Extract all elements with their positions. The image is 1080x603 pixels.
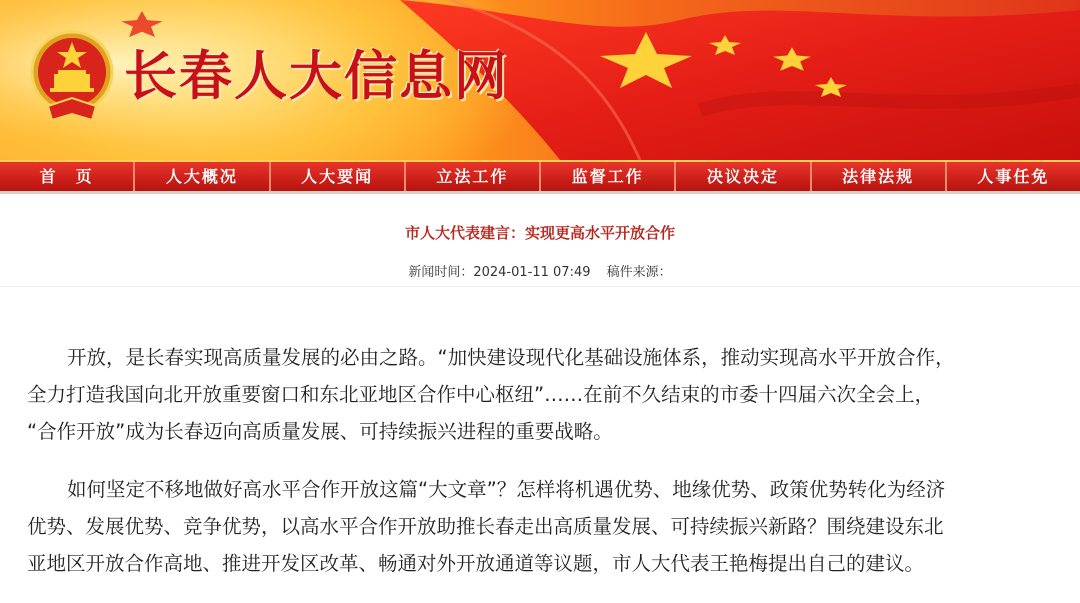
nav-item-resolutions[interactable]: 决议决定 [676,162,811,191]
paragraph-line: 如何坚定不移地做好高水平合作开放这篇“大文章”？怎样将机遇优势、地缘优势、政策优势转化为经济 [67,478,946,501]
main-nav [0,160,1080,194]
nav-item-supervision[interactable]: 监督工作 [541,162,676,191]
nav-item-legislation[interactable]: 立法工作 [406,162,541,191]
news-time [408,265,590,280]
flag-small-star-icon [772,46,812,72]
paragraph-line: 全力打造我国向北开放重要窗口和东北亚地区合作中心枢纽”……在前不久结束的市委十四届六次全会上， [27,383,935,406]
news-source-label: 稿件来源： [606,265,672,280]
paragraph-line: 优势、发展优势、竞争优势，以高水平合作开放助推长春走出高质量发展、可持续振兴新路？围绕建设东北 [27,515,944,538]
flag-small-star-icon [708,34,742,56]
article-meta [0,261,1080,280]
nav-item-appointments[interactable]: 人事任免 [977,167,1050,186]
news-time-value: 2024-01-11 07:49 [473,265,591,280]
nav-item-overview[interactable]: 人大概况 [135,162,270,191]
article-title: 市人大代表建言：实现更高水平开放合作 [404,224,675,242]
decorative-star-icon [120,6,164,42]
paragraph-line: “合作开放”成为长春迈向高质量发展、可持续振兴进程的重要战略。 [27,420,613,443]
flag-small-star-icon [814,76,848,98]
news-time-label: 新闻时间： [408,265,474,280]
paragraph-line: 开放，是长春实现高质量发展的必由之路。“加快建设现代化基础设施体系，推动实现高水平开放合作， [67,346,955,369]
nav-item-home[interactable]: 首 页 [0,162,135,191]
article-paragraph-2 [27,471,1057,582]
paragraph-line: 亚地区开放合作高地、推进开发区改革、畅通对外开放通道等议题，市人大代表王艳梅提出自己的建议。 [27,552,925,575]
site-title: 长春人大信息网 [124,45,509,107]
nav-item-laws[interactable]: 法律法规 [812,162,947,191]
flag-big-star-icon [596,30,696,90]
nav-item-news[interactable]: 人大要闻 [271,162,406,191]
divider [0,286,1080,287]
national-emblem-icon [28,28,116,124]
article-paragraph-1 [27,339,1057,450]
site-banner [0,0,1080,160]
